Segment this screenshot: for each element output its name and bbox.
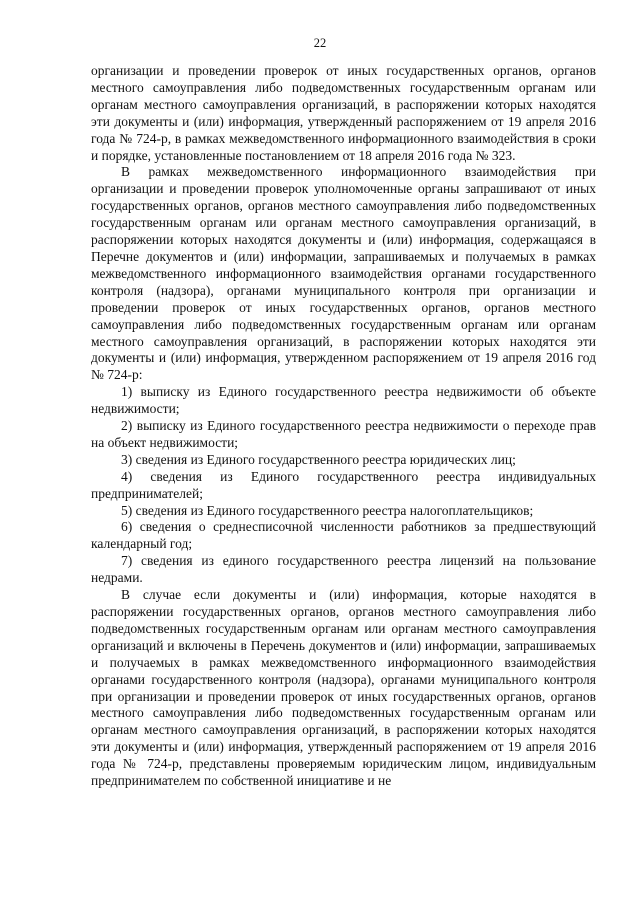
paragraph-documents-submitted: В случае если документы и (или) информация, которые находятся в распоряжении государственных органов, органов местного самоуправления либо подведомственных государственным органам или органам местного самоуправления организаций и включены в Перечень документов и (или) информации, запрашиваемых и получаемых в рамках межведомственного информационного взаимодействия органами государственного контроля (надзора), органами муниципального контроля при организации и проведении проверок от иных государственных органов, органов местного самоуправления либо подведомственных государственным органам или органам местного самоуправления организаций, в распоряжении которых находятся эти документы и (или) информация, утвержденный распоряжением от 19 апреля 2016 года № 724-р, представлены проверяемым юридическим лицом, индивидуальным предпринимателем по собственной инициативе и не <box>91 587 596 789</box>
list-item-1: 1) выписку из Единого государственного реестра недвижимости об объекте недвижимости; <box>91 384 596 417</box>
page-number: 22 <box>313 36 327 50</box>
list-item-4: 4) сведения из Единого государственного реестра индивидуальных предпринимателей; <box>91 468 596 501</box>
document-body <box>91 63 596 790</box>
list-item-3: 3) сведения из Единого государственного реестра юридических лиц; <box>121 451 516 467</box>
list-item-2: 2) выписку из Единого государственного реестра недвижимости о переходе прав на объект недвижимости; <box>91 418 596 450</box>
list-item-7: 7) сведения из единого государственного реестра лицензий на пользование недрами. <box>91 553 596 586</box>
list-item-6: 6) сведения о среднесписочной численности работников за предшествующий календарный год; <box>91 519 596 552</box>
list-item-5: 5) сведения из Единого государственного реестра налогоплательщиков; <box>121 502 534 518</box>
paragraph-interagency-requests: В рамках межведомственного информационного взаимодействия при организации и проведении проверок уполномоченные органы запрашивают от иных государственных органов, органов местного самоуправления либо подведомственных государственным органам или органам местного самоуправления организаций, в распоряжении которых находятся документы и (или) информация, содержащаяся в Перечне документов и (или) информации, запрашиваемых и получаемых в рамках межведомственного информационного взаимодействия органами государственного контроля (надзора), органами муниципального контроля при организации и проведении проверок от иных государственных органов, органов местного самоуправления либо подведомственных государственным органам или органам местного самоуправления организаций, в распоряжении которых находятся эти документы и (или) информация, утвержденном распоряжением от 19 апреля 2016 год № 724-р: <box>91 164 596 383</box>
paragraph-continuation: организации и проведении проверок от иных государственных органов, органов местного самоуправления либо подведомственных государственным органам или органам местного самоуправления организаций, в распоряжении которых находятся эти документы и (или) информация, утвержденный распоряжением от 19 апреля 2016 года № 724-р, в рамках межведомственного информационного взаимодействия в сроки и порядке, установленные постановлением от 18 апреля 2016 года № 323. <box>91 63 596 163</box>
